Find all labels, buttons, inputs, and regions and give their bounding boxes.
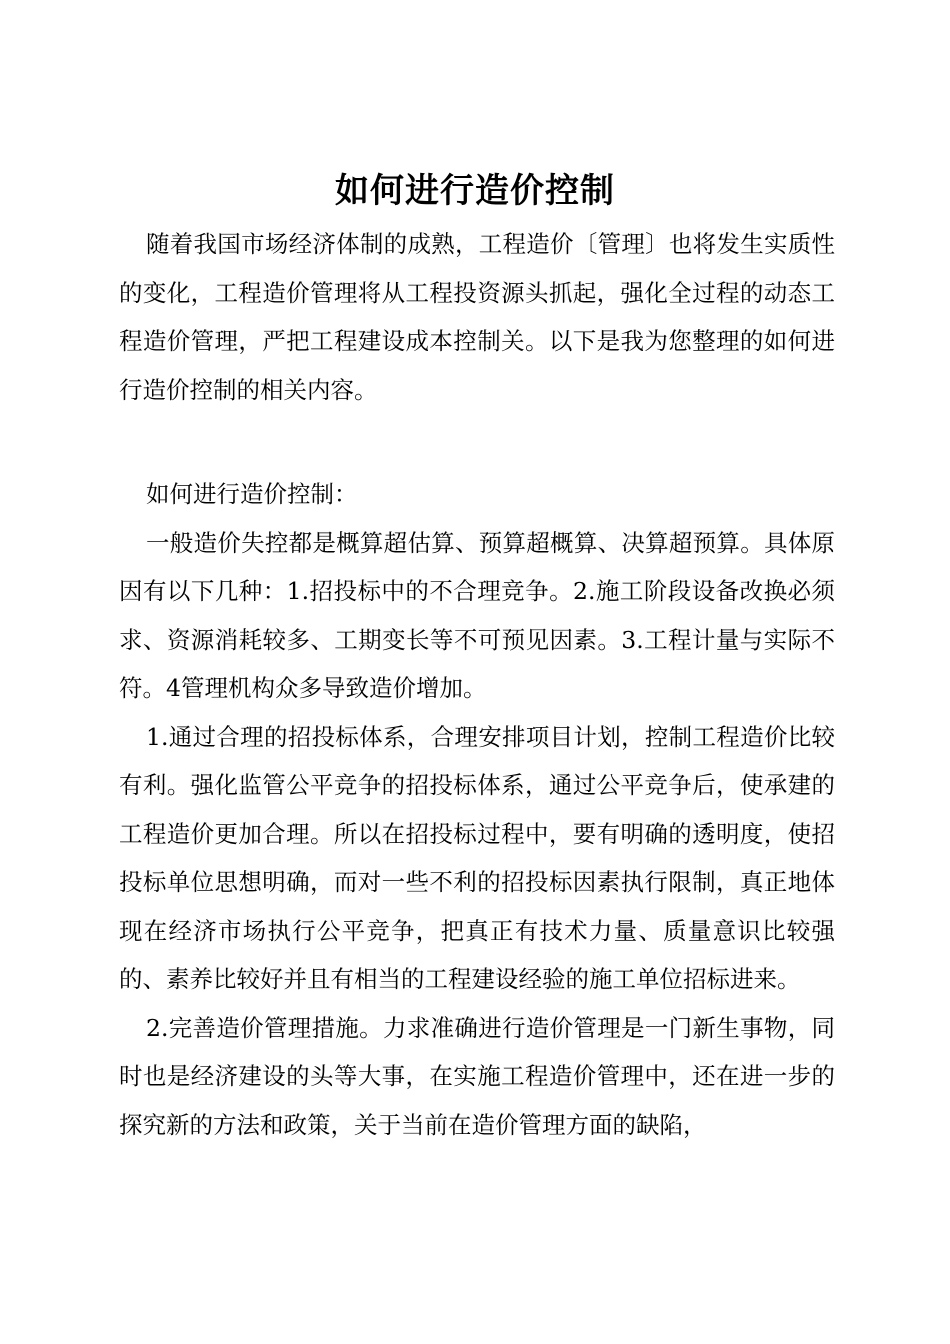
- bidding-paragraph: 1.通过合理的招投标体系，合理安排项目计划，控制工程造价比较有利。强化监管公平竞争的招投标体系，通过公平竞争后，使承建的工程造价更加合理。所以在招投标过程中，要有明确的透明度，使招投标单位思想明确，而对一些不利的招投标因素执行限制，真正地体现在经济市场执行公平竞争，把真正有技术力量、质量意识比较强的、素养比较好并且有相当的工程建设经验的施工单位招标进来。: [119, 722, 835, 993]
- section-heading: 如何进行造价控制：: [146, 480, 358, 508]
- causes-paragraph: 一般造价失控都是概算超估算、预算超概算、决算超预算。具体原因有以下几种：1.招投标中的不合理竞争。2.施工阶段设备改换必须求、资源消耗较多、工期变长等不可预见因素。3.工程计量与实际不符。4管理机构众多导致造价增加。: [119, 528, 835, 702]
- intro-section: [119, 220, 835, 414]
- main-section: [119, 470, 835, 1149]
- intro-paragraph: 随着我国市场经济体制的成熟，工程造价〔管理〕也将发生实质性的变化，工程造价管理将从工程投资源头抓起，强化全过程的动态工程造价管理，严把工程建设成本控制关。以下是我为您整理的如何进行造价控制的相关内容。: [119, 230, 835, 404]
- management-paragraph: 2.完善造价管理措施。力求准确进行造价管理是一门新生事物，同时也是经济建设的头等大事，在实施工程造价管理中，还在进一步的探究新的方法和政策，关于当前在造价管理方面的缺陷，: [119, 1013, 835, 1139]
- document-title: 如何进行造价控制: [335, 170, 615, 211]
